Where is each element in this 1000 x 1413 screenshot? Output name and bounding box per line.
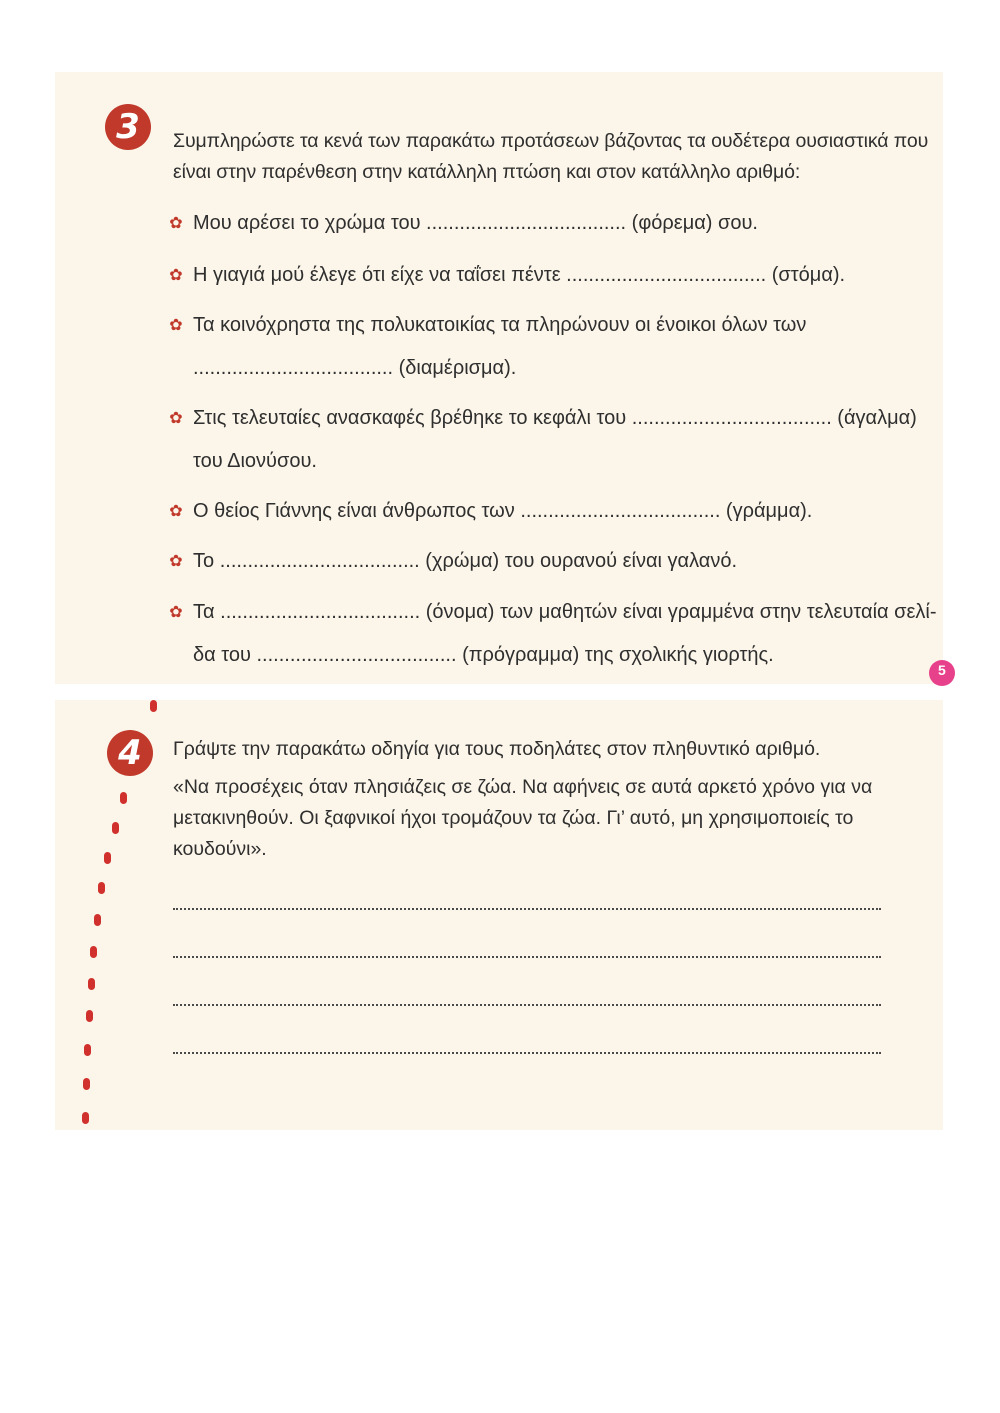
sentence-item [167, 540, 737, 583]
sentence-text[interactable]: Η γιαγιά μού έλεγε ότι είχε να ταΐσει πέντε .................................... (στόμα). [193, 264, 846, 286]
answer-line[interactable] [173, 1052, 881, 1054]
sentence-text[interactable]: Ο θείος Γιάννης είναι άνθρωπος των .................................... (γράμμα). [193, 500, 813, 522]
quoted-instruction-text: «Να προσέχεις όταν πλησιάζεις σε ζώα. Να αφήνεις σε αυτά αρκετό χρόνο για να μετακινηθούν. Οι ξαφνικοί ήχοι τρομάζουν τα ζώα. Γι’ αυτό, μη χρησιμοποιείς το κουδούνι». [173, 776, 873, 860]
sentence-text[interactable]: Στις τελευταίες ανασκαφές βρέθηκε το κεφάλι του .................................... (άγαλμα) [193, 407, 917, 429]
flower-icon: ✿ [169, 410, 183, 427]
flower-icon: ✿ [169, 317, 183, 334]
sentence-text[interactable]: Το .................................... (χρώμα) του ουρανού είναι γαλανό. [193, 550, 738, 572]
sentence-item [167, 490, 812, 533]
exercise-3-panel [55, 72, 946, 684]
sentence-continuation[interactable]: .................................... (διαμέρισμα). [193, 357, 517, 379]
sentence-text[interactable]: Τα κοινόχρηστα της πολυκατοικίας τα πληρώνουν οι ένοικοι όλων των [193, 314, 807, 336]
sentence-item [167, 397, 917, 482]
flower-icon: ✿ [169, 215, 183, 232]
sentence-item [167, 202, 758, 245]
answer-line[interactable] [173, 956, 881, 958]
flower-icon: ✿ [169, 267, 183, 284]
sentence-text[interactable]: Τα .................................... (όνομα) των μαθητών είναι γραμμένα στην τελευταία σελί- [193, 601, 937, 623]
exercise-instruction: Γράψτε την παρακάτω οδηγία για τους ποδηλάτες στον πληθυντικό αριθμό. [173, 738, 821, 760]
page-corner-badge [929, 660, 955, 686]
sentence-continuation: του Διονύσου. [193, 450, 317, 472]
answer-line[interactable] [173, 1004, 881, 1006]
corner-badge-number: 5 [938, 662, 946, 678]
answer-line[interactable] [173, 908, 881, 910]
sentence-item [167, 254, 845, 297]
sentence-text[interactable]: Μου αρέσει το χρώμα του .................................... (φόρεμα) σου. [193, 212, 758, 234]
exercise-4-panel [55, 700, 943, 1130]
sentence-continuation[interactable]: δα του .................................... (πρόγραμμα) της σχολικής γιορτής. [193, 644, 774, 666]
exercise-number-badge: 3 [105, 104, 151, 150]
exercise-number-badge: 4 [107, 730, 153, 776]
flower-icon: ✿ [169, 604, 183, 621]
sentence-item [167, 591, 937, 676]
exercise-instruction: Συμπληρώστε τα κενά των παρακάτω προτάσεων βάζοντας τα ουδέτερα ουσιαστικά που είναι στην παρένθεση στην κατάλληλη πτώση και στον κατάλληλο αριθμό: [173, 130, 929, 183]
flower-icon: ✿ [169, 503, 183, 520]
flower-icon: ✿ [169, 553, 183, 570]
sentence-item [167, 304, 806, 389]
